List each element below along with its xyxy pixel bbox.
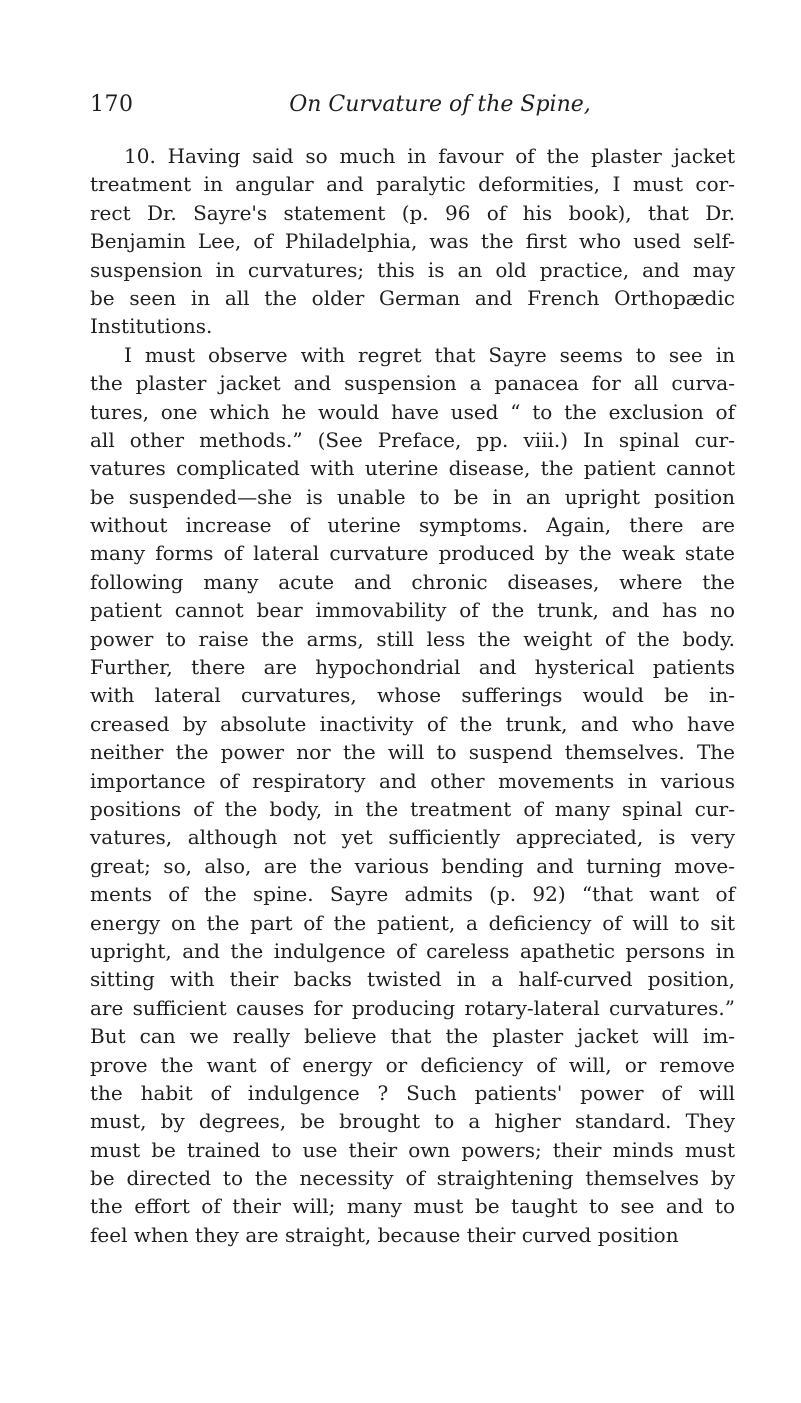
text-line: importance of respiratory and other movements in various	[90, 768, 735, 793]
text-line: prove the want of energy or deficiency of will, or remove	[90, 1052, 735, 1077]
page-number: 170	[90, 92, 134, 117]
text-line: the effort of their will; many must be taught to see and to	[90, 1194, 735, 1219]
text-line: vatures, although not yet sufficiently appreciated, is very	[90, 825, 735, 850]
text-line: 10. Having said so much in favour of the plaster jacket	[124, 144, 735, 168]
text-line: neither the power nor the will to suspend themselves. The	[90, 740, 735, 765]
text-line: But can we really believe that the plaster jacket will im-	[90, 1024, 735, 1049]
text-line: power to raise the arms, still less the weight of the body.	[90, 626, 735, 651]
text-line: vatures complicated with uterine disease, the patient cannot	[90, 456, 735, 481]
text-line: sitting with their backs twisted in a half-curved position,	[90, 967, 735, 992]
text-line: must be trained to use their own powers; their minds must	[90, 1137, 735, 1162]
text-line: Benjamin Lee, of Philadelphia, was the first who used self-	[90, 229, 735, 254]
body-text	[90, 142, 735, 1249]
text-line: without increase of uterine symptoms. Again, there are	[90, 513, 735, 538]
text-line: energy on the part of the patient, a deficiency of will to sit	[90, 910, 735, 935]
text-line: Further, there are hypochondrial and hysterical patients	[90, 655, 735, 680]
text-line: creased by absolute inactivity of the trunk, and who have	[90, 711, 735, 736]
text-line: be suspended—she is unable to be in an upright position	[90, 484, 735, 509]
text-line: with lateral curvatures, whose sufferings would be in-	[90, 683, 735, 708]
text-line: feel when they are straight, because their curved position	[90, 1222, 679, 1247]
text-line: patient cannot bear immovability of the trunk, and has no	[90, 598, 735, 623]
text-line: Institutions.	[90, 314, 213, 339]
text-line: great; so, also, are the various bending and turning move-	[90, 853, 735, 878]
running-head	[90, 90, 750, 120]
text-line: following many acute and chronic diseases, where the	[90, 569, 735, 594]
text-line: the habit of indulgence ? Such patients' power of will	[90, 1080, 735, 1105]
text-line: rect Dr. Sayre's statement (p. 96 of his book), that Dr.	[90, 200, 735, 225]
text-line: suspension in curvatures; this is an old practice, and may	[90, 257, 735, 282]
text-line: must, by degrees, be brought to a higher standard. They	[90, 1109, 735, 1134]
text-line: upright, and the indulgence of careless apathetic persons in	[90, 938, 735, 963]
text-line: many forms of lateral curvature produced by the weak state	[90, 541, 735, 566]
text-line: the plaster jacket and suspension a panacea for all curva-	[90, 371, 735, 396]
text-line: tures, one which he would have used “ to the exclusion of	[90, 399, 735, 424]
text-line: be directed to the necessity of straightening themselves by	[90, 1166, 735, 1191]
text-line: treatment in angular and paralytic deformities, I must cor-	[90, 172, 735, 197]
text-line: be seen in all the older German and French Orthopædic	[90, 285, 735, 310]
text-line: positions of the body, in the treatment of many spinal cur-	[90, 796, 735, 821]
text-line: are sufficient causes for producing rotary-lateral curvatures.”	[90, 995, 735, 1020]
text-line: I must observe with regret that Sayre seems to see in	[124, 342, 735, 367]
running-title: On Curvature of the Spine,	[289, 92, 591, 117]
text-line: ments of the spine. Sayre admits (p. 92) “that want of	[90, 882, 735, 907]
text-line: all other methods.” (See Preface, pp. viii.) In spinal cur-	[90, 427, 735, 452]
